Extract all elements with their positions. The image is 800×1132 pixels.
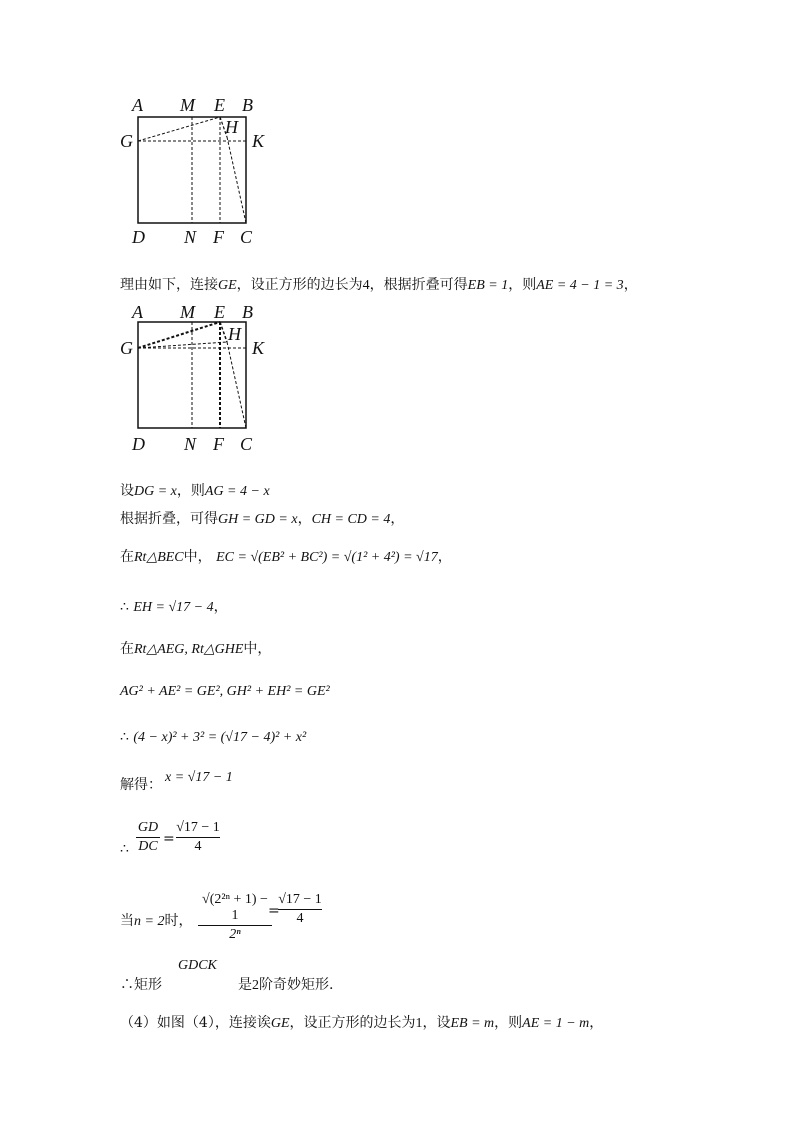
numerator: √(2²ⁿ + 1) − 1	[202, 892, 268, 923]
label-b: B	[242, 95, 253, 115]
label-m: M	[180, 95, 195, 115]
math: DG = x	[134, 484, 177, 499]
math: 4	[362, 278, 370, 293]
text: ，	[437, 549, 452, 565]
label-a: A	[132, 302, 143, 322]
denominator: DC	[138, 839, 158, 854]
text: ，则	[176, 483, 205, 499]
fraction-sqrt17	[278, 892, 322, 927]
text: 中，	[243, 641, 272, 657]
text: 是	[238, 977, 252, 993]
solution-eq	[165, 768, 233, 787]
figure-2	[110, 302, 280, 457]
math: CH = CD = 4	[311, 512, 391, 527]
text: ，	[623, 277, 638, 293]
math: (4 − x)² + 3² = (√17 − 4)² + x²	[133, 730, 307, 745]
therefore-symbol: ∴	[120, 977, 134, 993]
math: GH = GD = x	[218, 512, 298, 527]
fraction-bar	[278, 909, 322, 910]
math: GE	[218, 278, 237, 293]
label-c: C	[240, 227, 253, 247]
fraction-gd-dc	[136, 820, 160, 855]
text-line-2	[120, 482, 270, 501]
denominator: 4	[296, 911, 304, 926]
label-d: D	[132, 434, 145, 454]
text: 矩形	[134, 977, 162, 993]
text-line-13	[120, 1014, 603, 1033]
numerator: √17 − 1	[176, 820, 220, 835]
text: 解得：	[120, 777, 162, 793]
text: ，	[390, 511, 405, 527]
text: 在	[120, 549, 134, 565]
label-b: B	[242, 302, 253, 322]
text: ，	[589, 1015, 604, 1031]
text: 在	[120, 641, 134, 657]
text-line-12	[120, 976, 162, 994]
math: EB = m	[450, 1016, 495, 1031]
text: 当	[120, 913, 134, 929]
text: ，根据折叠可得	[369, 277, 468, 293]
text: ，设	[422, 1015, 451, 1031]
text: ，则	[508, 277, 537, 293]
text: 阶奇妙矩形.	[259, 977, 334, 993]
math: n = 2	[134, 914, 165, 929]
therefore-symbol: ∴	[120, 729, 129, 745]
text-line-5	[120, 598, 228, 617]
rect-name: GDCK	[178, 958, 217, 973]
label-e: E	[214, 302, 225, 322]
math: AG² + AE² = GE², GH² + EH² = GE²	[120, 684, 330, 699]
math: AE = 4 − 1 = 3	[536, 278, 624, 293]
math: x = √17 − 1	[165, 770, 233, 785]
label-a: A	[132, 95, 143, 115]
text-line-1	[120, 276, 638, 295]
denominator: 4	[194, 839, 202, 854]
text-line-12-tail	[238, 976, 333, 995]
fraction-bar	[198, 925, 272, 926]
label-n: N	[184, 227, 197, 247]
label-n: N	[184, 434, 197, 454]
math: 2	[252, 978, 259, 993]
label-g: G	[120, 131, 133, 151]
label-h: H	[228, 324, 241, 344]
math: EH = √17 − 4	[133, 600, 214, 615]
text: ，设正方形的边长为	[289, 1015, 416, 1031]
math: 1	[415, 1016, 423, 1031]
math: EC = √(EB² + BC²) = √(1² + 4²) = √17	[216, 550, 438, 565]
math: Rt△AEG, Rt△GHE	[134, 642, 244, 657]
denominator: 2ⁿ	[229, 927, 241, 942]
therefore-symbol: ∴	[120, 599, 129, 615]
fraction-sqrt17	[176, 820, 220, 855]
math: AG = 4 − x	[204, 484, 270, 499]
text-line-4	[120, 548, 452, 567]
fraction-bar	[136, 837, 160, 838]
text: ，设正方形的边长为	[236, 277, 363, 293]
text: 根据折叠，可得	[120, 511, 218, 527]
text-line-11	[120, 912, 192, 931]
fraction-general	[198, 892, 272, 943]
text-line-3	[120, 510, 404, 529]
text: ，	[213, 599, 228, 615]
numerator: √17 − 1	[278, 892, 322, 907]
text: 理由如下，连接	[120, 277, 218, 293]
text: （4）如图（4），连接诶	[120, 1015, 271, 1031]
equals-sign: =	[268, 903, 280, 919]
label-k: K	[252, 338, 265, 358]
text: 时，	[164, 913, 193, 929]
label-f: F	[213, 227, 224, 247]
math: Rt△BEC	[134, 550, 184, 565]
label-f: F	[213, 434, 224, 454]
math: GE	[270, 1016, 290, 1031]
numerator: GD	[137, 820, 159, 835]
text: 设	[120, 483, 134, 499]
therefore-symbol: ∴	[120, 841, 129, 857]
label-e: E	[214, 95, 225, 115]
fraction-bar	[176, 837, 220, 838]
text-line-7	[120, 682, 330, 701]
equals-sign: =	[163, 831, 175, 847]
label-k: K	[252, 131, 265, 151]
label-h: H	[225, 117, 238, 137]
text: ，则	[494, 1015, 523, 1031]
math: EB = 1	[467, 278, 509, 293]
text-line-9	[120, 776, 162, 794]
text: 中，	[183, 549, 212, 565]
text-line-8	[120, 728, 306, 747]
math: AE = 1 − m	[522, 1016, 590, 1031]
label-d: D	[132, 227, 145, 247]
label-m: M	[180, 302, 195, 322]
text: ，	[297, 511, 312, 527]
label-g: G	[120, 338, 133, 358]
figure-1	[110, 95, 280, 250]
text-line-6	[120, 640, 271, 659]
label-c: C	[240, 434, 253, 454]
